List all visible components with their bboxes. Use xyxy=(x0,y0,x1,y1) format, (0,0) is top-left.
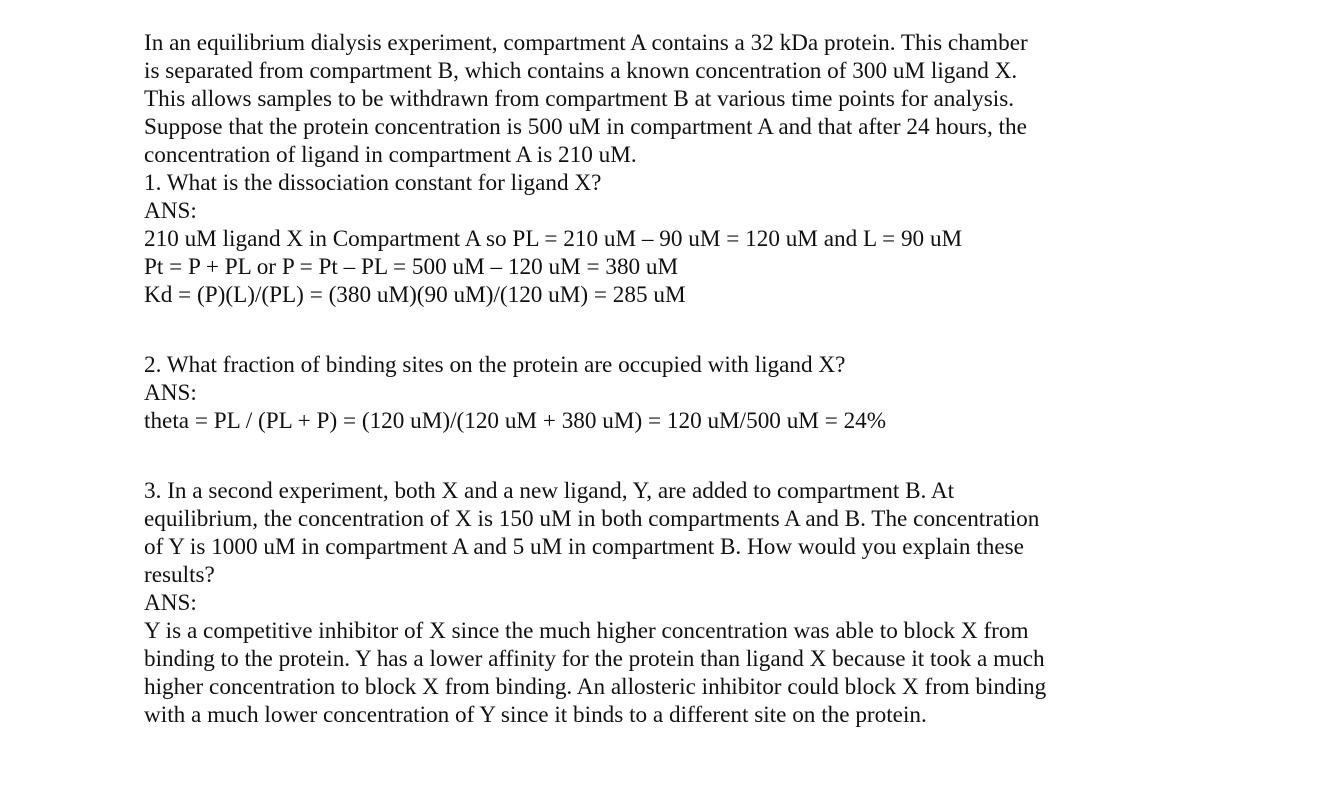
question-1-text: 1. What is the dissociation constant for ligand X? xyxy=(144,170,602,196)
spacer xyxy=(144,435,1144,477)
question-1-block xyxy=(144,169,1144,309)
question-2-text: 2. What fraction of binding sites on the protein are occupied with ligand X? xyxy=(144,352,846,378)
question-3-text: 3. In a second experiment, both X and a new ligand, Y, are added to compartment B. At xyxy=(144,478,955,504)
answer-line: Kd = (P)(L)/(PL) = (380 uM)(90 uM)/(120 uM) = 285 uM xyxy=(144,282,686,308)
text-line: This allows samples to be withdrawn from compartment B at various time points for analysis. xyxy=(144,86,1015,112)
answer-label: ANS: xyxy=(144,590,197,616)
text-line: concentration of ligand in compartment A is 210 uM. xyxy=(144,142,637,168)
question-3-text: equilibrium, the concentration of X is 150 uM in both compartments A and B. The concentration xyxy=(144,506,1040,532)
answer-line: Y is a competitive inhibitor of X since the much higher concentration was able to block X from xyxy=(144,618,1029,644)
question-3-text: of Y is 1000 uM in compartment A and 5 uM in compartment B. How would you explain these xyxy=(144,534,1024,560)
answer-label: ANS: xyxy=(144,198,197,224)
spacer xyxy=(144,309,1144,351)
answer-label: ANS: xyxy=(144,380,197,406)
text-line: In an equilibrium dialysis experiment, compartment A contains a 32 kDa protein. This chamber xyxy=(144,30,1028,56)
answer-line: with a much lower concentration of Y since it binds to a different site on the protein. xyxy=(144,702,927,728)
answer-line: binding to the protein. Y has a lower affinity for the protein than ligand X because it took a much xyxy=(144,646,1045,672)
intro-paragraph xyxy=(144,29,1144,169)
text-line: Suppose that the protein concentration is 500 uM in compartment A and that after 24 hours, the xyxy=(144,114,1027,140)
document-body xyxy=(144,29,1144,729)
question-2-block xyxy=(144,351,1144,435)
question-3-block xyxy=(144,477,1144,729)
answer-line: theta = PL / (PL + P) = (120 uM)/(120 uM + 380 uM) = 120 uM/500 uM = 24% xyxy=(144,408,887,434)
answer-line: higher concentration to block X from binding. An allosteric inhibitor could block X from binding xyxy=(144,674,1047,700)
question-3-text: results? xyxy=(144,562,215,588)
text-line: is separated from compartment B, which contains a known concentration of 300 uM ligand X. xyxy=(144,58,1018,84)
answer-line: 210 uM ligand X in Compartment A so PL = 210 uM – 90 uM = 120 uM and L = 90 uM xyxy=(144,226,963,252)
answer-line: Pt = P + PL or P = Pt – PL = 500 uM – 120 uM = 380 uM xyxy=(144,254,679,280)
